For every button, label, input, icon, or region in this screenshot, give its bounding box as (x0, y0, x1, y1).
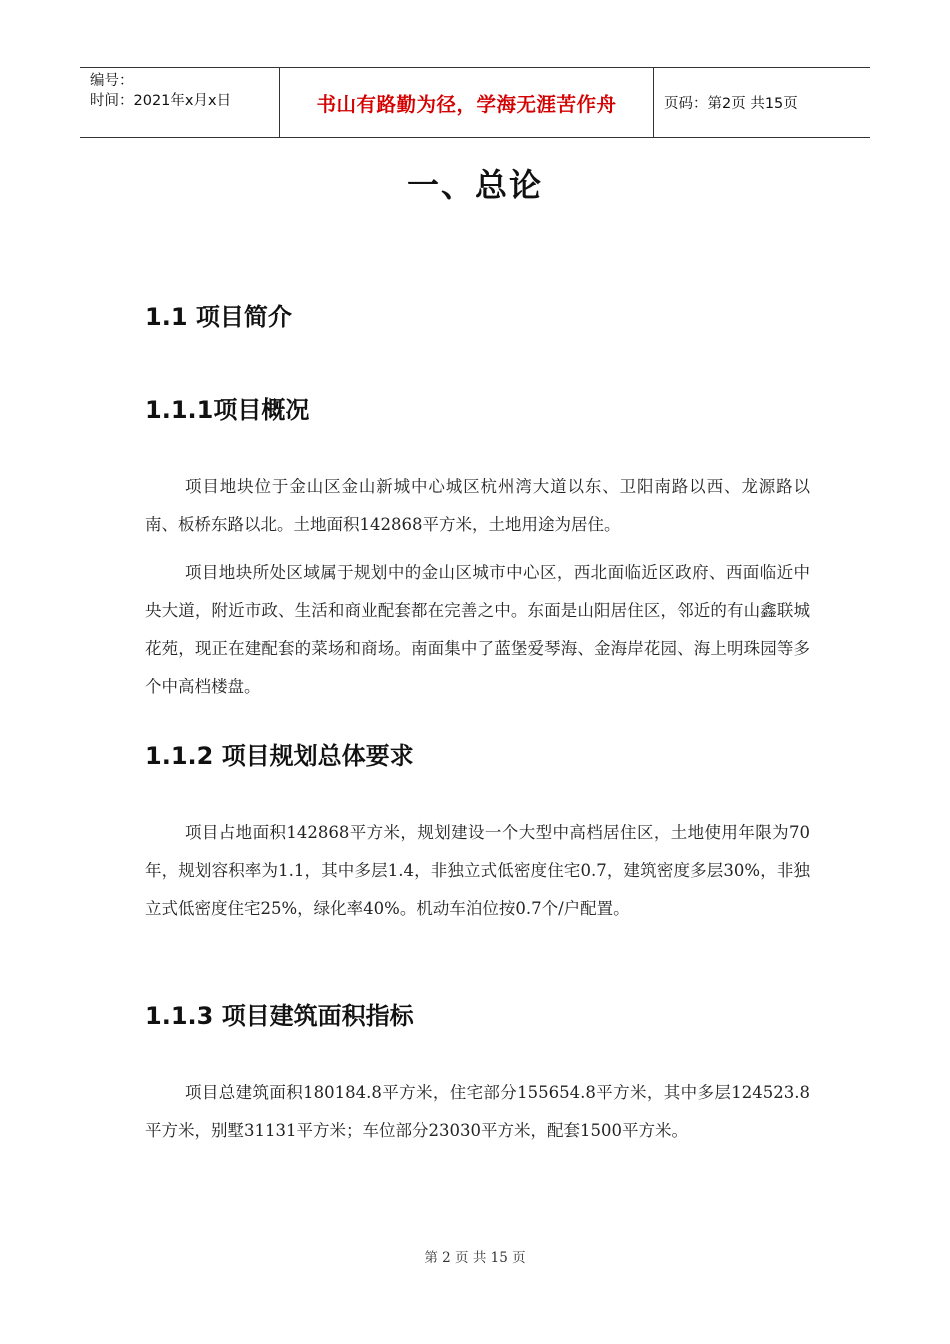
paragraph-building-area: 项目总建筑面积180184.8平方米，住宅部分155654.8平方米，其中多层124523.8平方米，别墅31131平方米；车位部分23030平方米，配套1500平方米。 (145, 1083, 810, 1140)
section-heading-1-1-2: 1.1.2 项目规划总体要求 (145, 742, 414, 770)
section-heading-1-1: 1.1 项目简介 (145, 303, 292, 331)
header-number-label: 编号： (90, 73, 134, 89)
page-header (80, 67, 870, 138)
header-motto: 书山有路勤为径，学海无涯苦作舟 (280, 68, 654, 137)
section-heading-1-1-3: 1.1.3 项目建筑面积指标 (145, 1002, 414, 1030)
document-title: 一、总论 (406, 166, 543, 204)
header-page-info: 页码：第2页 共15页 (664, 96, 798, 112)
header-date-label: 时间：2021年x月x日 (90, 93, 232, 109)
paragraph-overview-surroundings: 项目地块所处区域属于规划中的金山区城市中心区，西北面临近区政府、西面临近中央大道，附近市政、生活和商业配套都在完善之中。东面是山阳居住区，邻近的有山鑫联城花苑，现正在建配套的菜场和商场。南面集中了蓝堡爱琴海、金海岸花园、海上明珠园等多个中高档楼盘。 (145, 563, 810, 696)
paragraph-overview-location: 项目地块位于金山区金山新城中心城区杭州湾大道以东、卫阳南路以西、龙源路以南、板桥东路以北。土地面积142868平方米，土地用途为居住。 (145, 477, 810, 534)
page-footer: 第 2 页 共 15 页 (424, 1250, 526, 1266)
header-meta (80, 68, 280, 137)
paragraph-planning-requirements: 项目占地面积142868平方米，规划建设一个大型中高档居住区，土地使用年限为70年，规划容积率为1.1，其中多层1.4，非独立式低密度住宅0.7，建筑密度多层30%，非独立式低密度住宅25%，绿化率40%。机动车泊位按0.7个/户配置。 (145, 823, 810, 918)
section-heading-1-1-1: 1.1.1项目概况 (145, 396, 310, 424)
